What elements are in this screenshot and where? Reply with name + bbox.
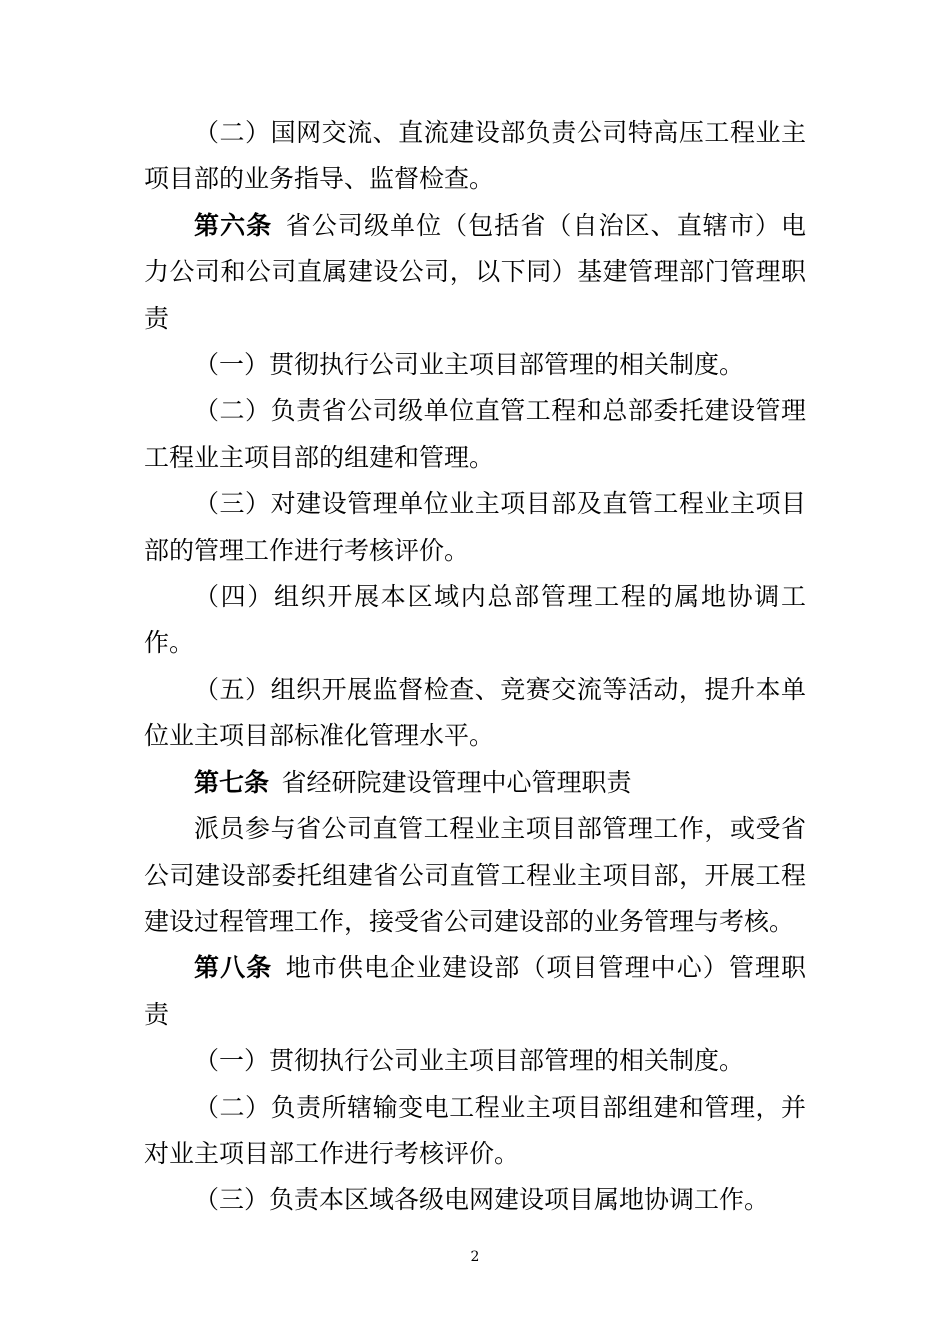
article-heading: 第八条	[194, 953, 273, 983]
paragraph	[144, 1085, 806, 1178]
article-heading: 第六条	[194, 210, 273, 240]
article-paragraph	[144, 203, 806, 342]
paragraph	[144, 481, 806, 574]
document-body	[144, 110, 806, 1224]
paragraph-text: （二）负责所辖输变电工程业主项目部组建和管理，并对业主项目部工作进行考核评价。	[144, 1092, 806, 1168]
paragraph-text: （五）组织开展监督检查、竞赛交流等活动，提升本单位业主项目部标准化管理水平。	[144, 674, 806, 751]
paragraph-text: 地市供电企业建设部（项目管理中心）管理职责	[144, 953, 806, 1029]
paragraph	[144, 1038, 806, 1084]
paragraph-text: （一）贯彻执行公司业主项目部管理的相关制度。	[194, 1046, 745, 1076]
page-number: 2	[470, 1249, 480, 1265]
article-paragraph	[144, 945, 806, 1038]
paragraph-text: 派员参与省公司直管工程业主项目部管理工作，或受省公司建设部委托组建省公司直管工程业主项目部，开展工程建设过程管理工作，接受省公司建设部的业务管理与考核。	[144, 814, 806, 936]
paragraph	[144, 806, 806, 945]
paragraph	[144, 388, 806, 481]
paragraph-text: （二）国网交流、直流建设部负责公司特高压工程业主项目部的业务指导、监督检查。	[144, 118, 806, 194]
article-paragraph	[144, 760, 806, 806]
paragraph-text: （三）负责本区域各级电网建设项目属地协调工作。	[194, 1185, 770, 1215]
paragraph-text: （四）组织开展本区域内总部管理工程的属地协调工作。	[144, 582, 806, 658]
paragraph-text: （一）贯彻执行公司业主项目部管理的相关制度。	[194, 350, 745, 380]
paragraph	[144, 342, 806, 388]
paragraph-text: 省公司级单位（包括省（自治区、直辖市）电力公司和公司直属建设公司，以下同）基建管理部门管理职责	[144, 210, 806, 333]
paragraph-text: （二）负责省公司级单位直管工程和总部委托建设管理工程业主项目部的组建和管理。	[144, 396, 806, 472]
paragraph	[144, 1177, 806, 1223]
article-heading: 第七条	[194, 767, 270, 797]
paragraph	[144, 667, 806, 760]
paragraph	[144, 574, 806, 667]
paragraph-text: 省经研院建设管理中心管理职责	[281, 767, 632, 797]
paragraph	[144, 110, 806, 203]
paragraph-text: （三）对建设管理单位业主项目部及直管工程业主项目部的管理工作进行考核评价。	[144, 489, 806, 565]
